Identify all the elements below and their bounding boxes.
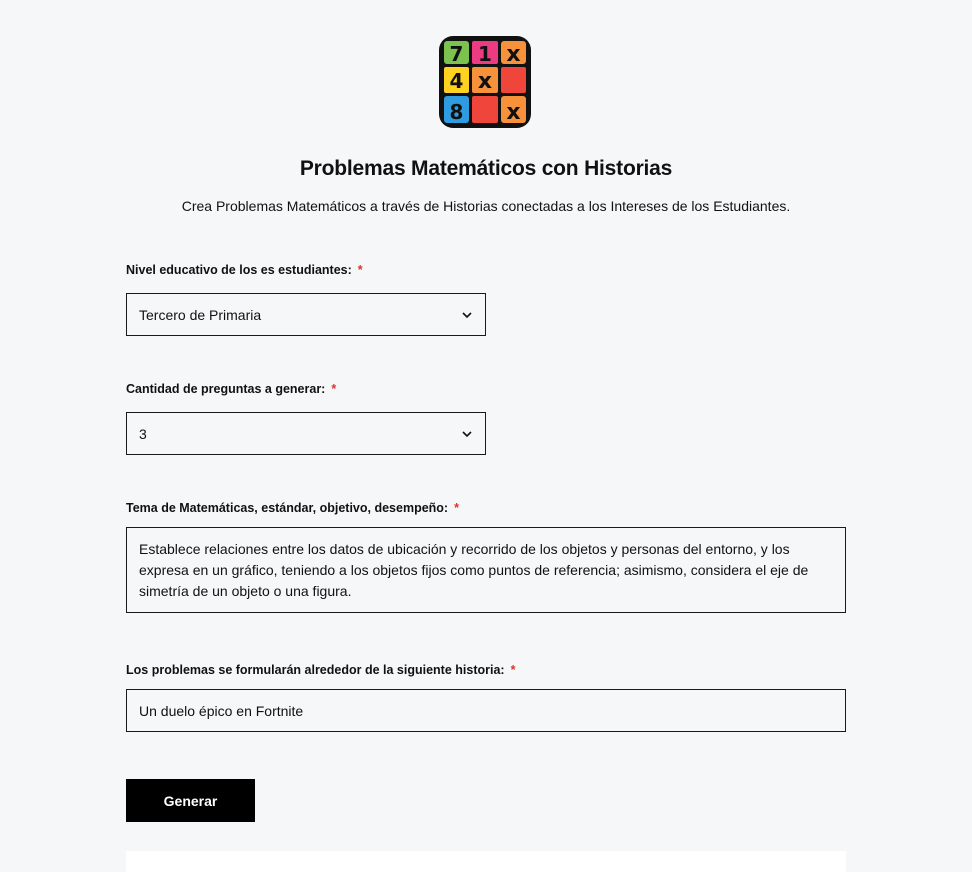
page-title: Problemas Matemáticos con Historias (299, 157, 673, 180)
page-subtitle: Crea Problemas Matemáticos a través de Historias conectadas a los Intereses de los Estudiantes. (181, 198, 791, 214)
logo-glyph: x (506, 100, 521, 125)
logo-glyph: 1 (478, 42, 492, 66)
story-label-text: Los problemas se formularán alrededor de la siguiente historia: (126, 663, 505, 677)
count-select-value: 3 (139, 425, 147, 442)
topic-label-text: Tema de Matemáticas, estándar, objetivo, desempeño: (126, 501, 449, 515)
count-select[interactable] (126, 412, 486, 455)
required-mark: * (357, 263, 363, 277)
level-select[interactable] (126, 293, 486, 336)
generate-button[interactable]: Generar (126, 779, 255, 822)
story-label (126, 663, 515, 677)
story-input-value: Un duelo épico en Fortnite (139, 702, 304, 719)
level-label (126, 263, 363, 277)
required-mark: * (331, 382, 337, 396)
logo-glyph: x (506, 42, 521, 67)
math-grid-icon (439, 36, 531, 128)
topic-label (126, 501, 459, 515)
logo-glyph: 7 (449, 42, 464, 66)
level-select-value: Tercero de Primaria (139, 306, 262, 323)
count-label (126, 382, 336, 396)
result-panel (126, 851, 846, 872)
chevron-down-icon (461, 428, 473, 440)
count-label-text: Cantidad de preguntas a generar: (126, 382, 326, 396)
level-label-text: Nivel educativo de los es estudiantes: (126, 263, 352, 277)
logo-glyph: 4 (449, 69, 464, 93)
topic-textarea[interactable]: Establece relaciones entre los datos de ubicación y recorrido de los objetos y personas del entorno, y los expresa en un gráfico, teniendo a los objetos fijos como puntos de referencia; asimismo, considera el eje de simetría de un objeto o una figura. (126, 527, 846, 613)
chevron-down-icon (461, 309, 473, 321)
required-mark: * (510, 663, 516, 677)
story-input[interactable] (126, 689, 846, 732)
required-mark: * (454, 501, 459, 515)
logo-glyph: x (477, 69, 493, 94)
logo-glyph: 8 (449, 100, 464, 124)
